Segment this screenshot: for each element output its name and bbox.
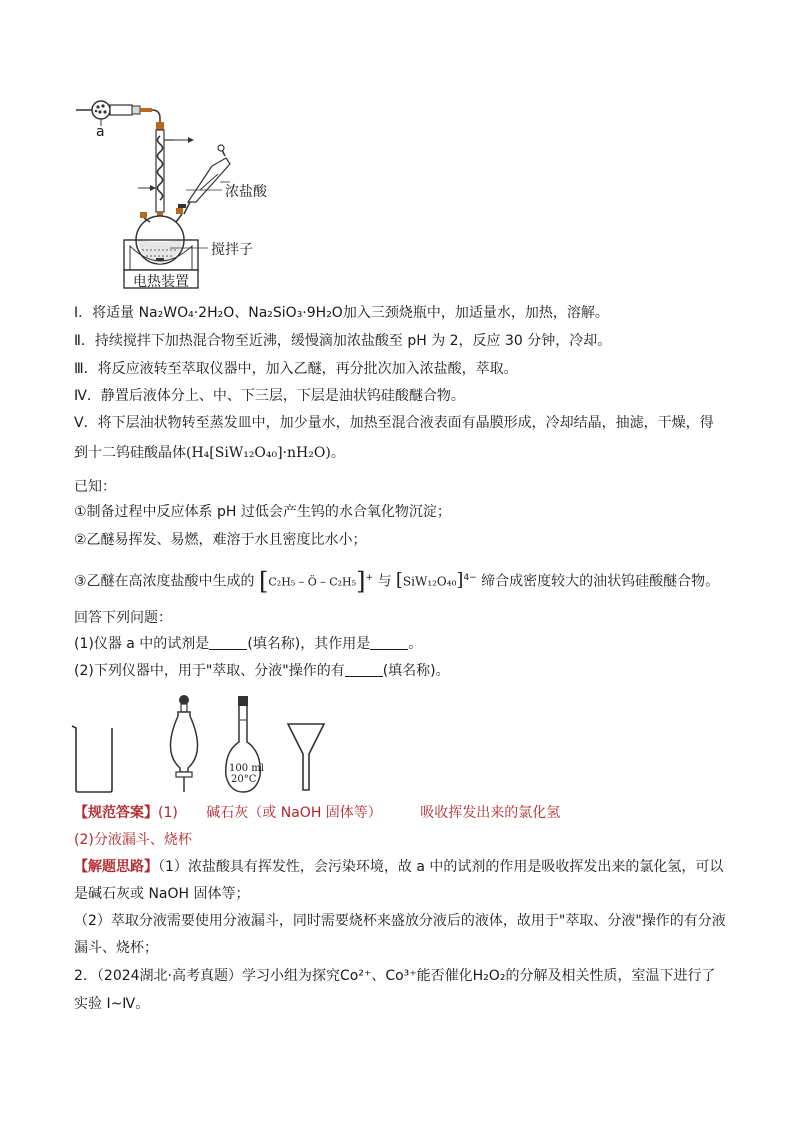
step-5-cont xyxy=(74,443,345,463)
reasoning-2-cont: 漏斗、烧杯； xyxy=(74,940,158,956)
q1-text-b: (填名称)，其作用是 xyxy=(247,636,371,652)
step-5-text: 到十二钨硅酸晶体 xyxy=(74,445,186,461)
cation-formula: C₂H₅ – Ö – C₂H₅ xyxy=(268,575,357,589)
q2-text-a: (2)下列仪器中，用于"萃取、分液"操作的有 xyxy=(74,663,345,679)
bracket-close-2: ] xyxy=(456,569,464,591)
known-3-text-b: 与 xyxy=(377,573,392,590)
known-3-text-c: 缔合成密度较大的油状钨硅酸醚合物。 xyxy=(481,573,720,590)
question-2 xyxy=(74,661,450,681)
answer-1-num: (1) xyxy=(158,805,178,821)
three-neck-flask xyxy=(136,208,184,264)
step-5-period: 。 xyxy=(330,445,345,461)
step-5-formula: (H₄[SiW₁₂O₄₀]·nH₂O) xyxy=(186,445,331,461)
step-3: Ⅲ．将反应液转至萃取仪器中，加入乙醚，再分批次加入浓盐酸，萃取。 xyxy=(74,361,518,377)
q2-blank xyxy=(345,662,383,677)
separatory-funnel-icon xyxy=(170,695,197,792)
reasoning-tag: 【解题思路】 xyxy=(74,859,158,875)
step-5: Ⅴ．将下层油状物转至蒸发皿中，加少量水，加热至混合液表面有晶膜形成，冷却结晶，抽滤，干燥，得 xyxy=(74,415,714,431)
flask-label-volume: 100 ml xyxy=(229,763,264,774)
question-1 xyxy=(74,634,422,654)
apparatus-diagram xyxy=(60,90,320,290)
dropping-funnel xyxy=(178,145,230,214)
q2-text-b: (填名称)。 xyxy=(382,663,450,679)
anion-charge: 4− xyxy=(463,573,477,583)
known-3-text-a: ③乙醚在高浓度盐酸中生成的 xyxy=(74,573,255,590)
next-question-cont: 实验 Ⅰ~Ⅳ。 xyxy=(74,996,150,1012)
funnel-icon xyxy=(288,724,324,790)
answer-1-function: 吸收挥发出来的氯化氢 xyxy=(420,805,561,821)
answer-1-reagent: 碱石灰（或 NaOH 固体等） xyxy=(206,805,382,821)
known-3 xyxy=(74,567,720,596)
q1-text-a: (1)仪器 a 中的试剂是 xyxy=(74,636,210,652)
known-1: ①制备过程中反应体系 pH 过低会产生钨的水合氧化物沉淀； xyxy=(74,504,451,520)
q1-text-c: 。 xyxy=(408,636,423,652)
bracket-open-2: [ xyxy=(395,569,403,591)
next-question: 2．（2024湖北·高考真题）学习小组为探究Co²⁺、Co³⁺能否催化H₂O₂的分解及相关性质，室温下进行了 xyxy=(74,968,716,984)
label-a: a xyxy=(96,124,105,140)
label-heater: 电热装置 xyxy=(133,274,189,290)
reasoning-2: （2）萃取分液需要使用分液漏斗，同时需要烧杯来盛放分液后的液体，故用于"萃取、分液"操作的有分液 xyxy=(74,913,726,929)
step-2: Ⅱ．持续搅拌下加热混合物至近沸，缓慢滴加浓盐酸至 pH 为 2，反应 30 分钟，冷却。 xyxy=(74,333,612,349)
reasoning-1-text: （1）浓盐酸具有挥发性，会污染环境，故 a 中的试剂的作用是吸收挥发出来的氯化氢，可以 xyxy=(158,859,724,875)
label-concentrated-hcl: 浓盐酸 xyxy=(225,184,267,200)
q1-blank-2 xyxy=(370,635,408,650)
bracket-close: ] xyxy=(356,567,366,596)
bracket-open: [ xyxy=(259,567,269,596)
answer-block xyxy=(74,803,560,823)
step-4: Ⅳ．静置后液体分上、中、下三层，下层是油状钨硅酸醚合物。 xyxy=(74,388,465,404)
known-title: 已知： xyxy=(74,479,116,495)
answer-intro: 回答下列问题： xyxy=(74,610,172,626)
reflux-condenser xyxy=(138,122,194,218)
cation-charge: + xyxy=(365,573,373,583)
step-1: Ⅰ．将适量 Na₂WO₄·2H₂O、Na₂SiO₃·9H₂O加入三颈烧瓶中，加适量水，加热，溶解。 xyxy=(74,305,609,321)
reasoning-1-cont: 是碱石灰或 NaOH 固体等； xyxy=(74,886,250,902)
answer-2: (2)分液漏斗、烧杯 xyxy=(74,832,192,848)
drying-tube xyxy=(76,101,160,126)
q1-blank-1 xyxy=(209,635,247,650)
answer-tag: 【规范答案】 xyxy=(74,805,158,821)
known-2: ②乙醚易挥发、易燃，难溶于水且密度比水小； xyxy=(74,532,367,548)
instruments-row xyxy=(66,692,356,796)
flask-label-temp: 20°C xyxy=(231,774,257,785)
label-stirrer: 搅拌子 xyxy=(211,242,253,258)
anion-formula: SiW₁₂O₄₀ xyxy=(402,574,457,589)
reasoning-1 xyxy=(74,857,723,877)
beaker-icon xyxy=(72,726,112,792)
